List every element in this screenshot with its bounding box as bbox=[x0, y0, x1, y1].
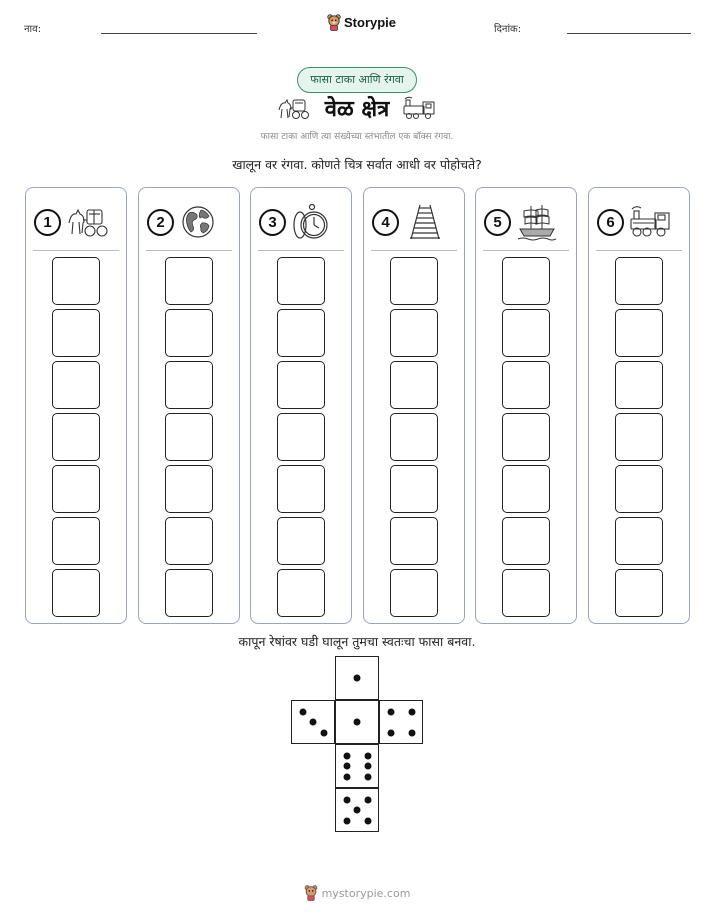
color-box[interactable] bbox=[615, 309, 663, 357]
subtitle: फासा टाका आणि त्या संख्येच्या स्तंभातील एक बॉक्स रंगवा. bbox=[260, 132, 454, 142]
die-pip bbox=[343, 752, 350, 759]
color-box[interactable] bbox=[390, 569, 438, 617]
column-5 bbox=[475, 187, 577, 624]
globe-icon bbox=[180, 204, 216, 240]
color-box[interactable] bbox=[502, 569, 550, 617]
color-box[interactable] bbox=[390, 361, 438, 409]
activity-badge: फासा टाका आणि रंगवा bbox=[297, 67, 417, 93]
horse-carriage-icon bbox=[277, 96, 311, 120]
footer-url[interactable]: mystorypie.com bbox=[321, 886, 411, 900]
die-pip bbox=[354, 675, 361, 682]
brand-name: Storypie bbox=[344, 15, 397, 30]
die-face bbox=[291, 700, 335, 744]
die-face bbox=[335, 700, 379, 744]
color-box[interactable] bbox=[165, 309, 213, 357]
color-box[interactable] bbox=[165, 413, 213, 461]
column-divider bbox=[483, 250, 569, 251]
horse-carriage-icon bbox=[67, 205, 109, 239]
die-face bbox=[335, 656, 379, 700]
color-box[interactable] bbox=[165, 257, 213, 305]
column-3 bbox=[250, 187, 352, 624]
date-label: दिनांक: bbox=[494, 24, 522, 35]
color-box[interactable] bbox=[390, 257, 438, 305]
die-pip bbox=[354, 807, 361, 814]
die-pip bbox=[310, 719, 317, 726]
railway-track-icon bbox=[405, 203, 445, 241]
color-box[interactable] bbox=[615, 517, 663, 565]
title-row bbox=[0, 91, 714, 125]
color-box[interactable] bbox=[277, 465, 325, 513]
color-box[interactable] bbox=[615, 413, 663, 461]
footer bbox=[0, 885, 714, 901]
color-box[interactable] bbox=[502, 517, 550, 565]
color-box[interactable] bbox=[52, 361, 100, 409]
color-box[interactable] bbox=[52, 257, 100, 305]
bear-mascot-icon bbox=[304, 885, 318, 901]
column-4 bbox=[363, 187, 465, 624]
column-1 bbox=[25, 187, 127, 624]
color-box[interactable] bbox=[277, 361, 325, 409]
column-number: 5 bbox=[484, 209, 511, 236]
color-box[interactable] bbox=[52, 413, 100, 461]
column-divider bbox=[146, 250, 232, 251]
die-pip bbox=[343, 796, 350, 803]
die-pip bbox=[343, 763, 350, 770]
column-divider bbox=[371, 250, 457, 251]
pocket-watch-icon bbox=[292, 203, 332, 241]
date-line[interactable] bbox=[567, 33, 691, 34]
die-pip bbox=[387, 708, 394, 715]
steam-train-icon bbox=[630, 205, 672, 239]
die-pip bbox=[299, 708, 306, 715]
column-divider bbox=[258, 250, 344, 251]
die-face bbox=[335, 744, 379, 788]
color-box[interactable] bbox=[277, 517, 325, 565]
color-box[interactable] bbox=[165, 569, 213, 617]
cut-instruction: कापून रेषांवर घडी घालून तुमचा स्वतःचा फासा बनवा. bbox=[238, 634, 476, 649]
color-box[interactable] bbox=[52, 517, 100, 565]
column-2 bbox=[138, 187, 240, 624]
color-box[interactable] bbox=[502, 413, 550, 461]
column-6 bbox=[588, 187, 690, 624]
die-pip bbox=[408, 708, 415, 715]
die-face bbox=[335, 788, 379, 832]
die-pip bbox=[343, 773, 350, 780]
color-box[interactable] bbox=[615, 361, 663, 409]
die-pip bbox=[364, 752, 371, 759]
column-number: 6 bbox=[597, 209, 624, 236]
steam-train-icon bbox=[403, 96, 437, 120]
bear-mascot-icon bbox=[327, 14, 341, 31]
column-divider bbox=[33, 250, 119, 251]
color-box[interactable] bbox=[165, 465, 213, 513]
color-box[interactable] bbox=[52, 465, 100, 513]
die-pip bbox=[364, 773, 371, 780]
color-box[interactable] bbox=[277, 413, 325, 461]
brand-logo bbox=[327, 14, 396, 31]
die-pip bbox=[364, 817, 371, 824]
sailing-ship-icon bbox=[517, 203, 557, 241]
die-pip bbox=[343, 817, 350, 824]
page-title: वेळ क्षेत्र bbox=[324, 97, 390, 122]
color-box[interactable] bbox=[52, 309, 100, 357]
color-box[interactable] bbox=[165, 361, 213, 409]
color-box[interactable] bbox=[390, 309, 438, 357]
die-pip bbox=[408, 729, 415, 736]
column-number: 4 bbox=[372, 209, 399, 236]
color-box[interactable] bbox=[390, 465, 438, 513]
color-box[interactable] bbox=[390, 413, 438, 461]
column-number: 3 bbox=[259, 209, 286, 236]
color-box[interactable] bbox=[502, 361, 550, 409]
color-box[interactable] bbox=[52, 569, 100, 617]
name-label: नाव: bbox=[24, 24, 42, 35]
color-box[interactable] bbox=[502, 257, 550, 305]
color-box[interactable] bbox=[502, 465, 550, 513]
color-box[interactable] bbox=[615, 257, 663, 305]
die-pip bbox=[364, 763, 371, 770]
column-number: 2 bbox=[147, 209, 174, 236]
instruction-text: खालून वर रंगवा. कोणते चित्र सर्वात आधी वर पोहोचते? bbox=[232, 157, 482, 172]
die-pip bbox=[320, 729, 327, 736]
name-line[interactable] bbox=[101, 33, 257, 34]
color-box[interactable] bbox=[615, 465, 663, 513]
color-box[interactable] bbox=[277, 569, 325, 617]
color-box[interactable] bbox=[165, 517, 213, 565]
column-number: 1 bbox=[34, 209, 61, 236]
die-pip bbox=[387, 729, 394, 736]
die-pip bbox=[364, 796, 371, 803]
column-divider bbox=[596, 250, 682, 251]
die-pip bbox=[354, 719, 361, 726]
die-face bbox=[379, 700, 423, 744]
color-box[interactable] bbox=[615, 569, 663, 617]
color-box[interactable] bbox=[277, 309, 325, 357]
color-box[interactable] bbox=[390, 517, 438, 565]
color-box[interactable] bbox=[277, 257, 325, 305]
color-box[interactable] bbox=[502, 309, 550, 357]
